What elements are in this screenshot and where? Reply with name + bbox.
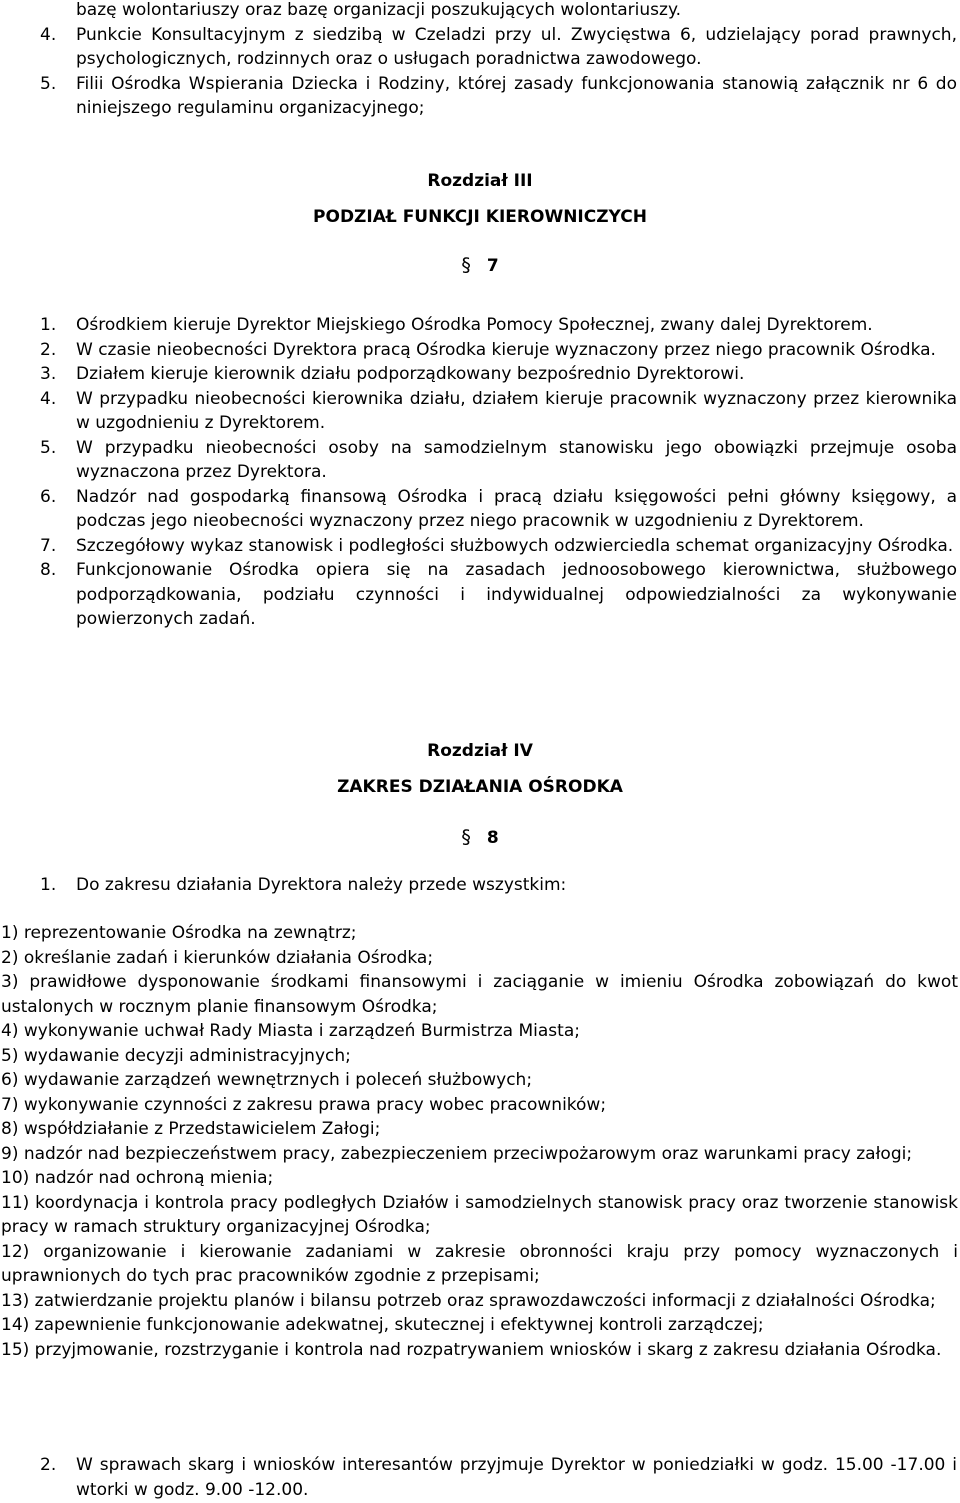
list-item-number: 6. (40, 486, 57, 507)
duty-item: 7) wykonywanie czynności z zakresu prawa pracy wobec pracowników; (1, 1094, 607, 1115)
list-item (0, 362, 960, 387)
duty-item: 9) nadzór nad bezpieczeństwem pracy, zabezpieczeniem przeciwpożarowym oraz warunkami pracy załogi; (1, 1143, 913, 1164)
chapter-title: PODZIAŁ FUNKCJI KIEROWNICZYCH (313, 207, 647, 227)
chapter3-list (0, 313, 960, 632)
list-item-number: 8. (40, 560, 57, 580)
duty-item: 12) organizowanie i kierowanie zadaniami w zakresie obronności kraju przy pomocy wyznaczonych i uprawnionych do tych prac pracowników zgodnie z przepisami; (1, 1241, 958, 1286)
list-item-text: Filii Ośrodka Wspierania Dziecka i Rodziny, której zasady funkcjonowania stanowią załącznik nr 6 do niniejszego regulaminu organizacyjnego; (76, 73, 957, 118)
duty-item: 6) wydawanie zarządzeń wewnętrznych i poleceń służbowych; (1, 1070, 533, 1090)
list-item-number: 4. (40, 388, 57, 409)
list-item (0, 72, 960, 121)
final-item-block (0, 1453, 960, 1502)
duty-item: 14) zapewnienie funkcjonowanie adekwatnej, skutecznej i efektywnej kontroli zarządczej; (1, 1315, 764, 1335)
paragraph-number: 7 (486, 256, 499, 276)
list-item (0, 485, 960, 534)
section-sign-icon: § (461, 826, 471, 848)
list-item-text: W czasie nieobecności Dyrektora pracą Ośrodka kieruje wyznaczony przez niego pracownik Ośrodka. (76, 339, 936, 360)
list-item (0, 534, 960, 559)
section-sign-icon: § (461, 254, 471, 276)
chapter-heading: Rozdział IV (427, 741, 533, 761)
duty-item: 3) prawidłowe dysponowanie środkami finansowymi i zaciąganie w imieniu Ośrodka zobowiązań do kwot ustalonych w rocznym planie finansowym Ośrodka; (1, 972, 958, 1017)
list-item-number: 1. (40, 875, 57, 895)
duties-list (0, 921, 960, 1362)
list-item (0, 1453, 960, 1502)
duty-item: 2) określanie zadań i kierunków działania Ośrodka; (1, 947, 434, 968)
list-item (0, 0, 960, 23)
top-list (0, 0, 960, 121)
paragraph-number: 8 (486, 828, 499, 848)
list-item-number: 4. (40, 24, 57, 45)
paragraph-mark (0, 253, 960, 279)
list-item (0, 338, 960, 363)
duty-item: 11) koordynacja i kontrola pracy podległych Działów i samodzielnych stanowisk pracy oraz tworzenie stanowisk pracy w ramach struktury organizacyjnej Ośrodka; (1, 1192, 958, 1237)
list-item-text: Działem kieruje kierownik działu podporządkowany bezpośrednio Dyrektorowi. (76, 364, 745, 384)
intro-line (0, 873, 960, 898)
list-item-text: bazę wolontariuszy oraz bazę organizacji poszukujących wolontariuszy. (76, 0, 681, 20)
list-item-text: Ośrodkiem kieruje Dyrektor Miejskiego Ośrodka Pomocy Społecznej, zwany dalej Dyrektorem. (76, 315, 873, 335)
list-item (0, 387, 960, 436)
list-item (0, 873, 960, 898)
list-item-text: Szczegółowy wykaz stanowisk i podległości służbowych odzwierciedla schemat organizacyjny Ośrodka. (76, 535, 954, 556)
list-item-text: Nadzór nad gospodarką finansową Ośrodka i pracą działu księgowości pełni główny księgowy, a podczas jego nieobecności wyznaczony przez niego pracownik w uzgodnieniu z Dyrektorem. (76, 486, 957, 531)
list-item (0, 558, 960, 632)
list-item-number: 1. (40, 315, 57, 335)
list-item-number: 5. (40, 73, 57, 94)
list-item-text: W sprawach skarg i wniosków interesantów przyjmuje Dyrektor w poniedziałki w godz. 15.00 -17.00 i wtorki w godz. 9.00 -12.00. (76, 1455, 957, 1500)
list-item-text: Punkcie Konsultacyjnym z siedzibą w Czeladzi przy ul. Zwycięstwa 6, udzielający porad prawnych, psychologicznych, rodzinnych oraz o usługach poradnictwa zawodowego. (76, 24, 957, 69)
list-item (0, 23, 960, 72)
paragraph-mark (0, 825, 960, 851)
duty-item: 15) przyjmowanie, rozstrzyganie i kontrola nad rozpatrywaniem wniosków i skarg z zakresu działania Ośrodka. (1, 1339, 942, 1360)
list-item-text: Funkcjonowanie Ośrodka opiera się na zasadach jednoosobowego kierownictwa, służbowego podporządkowania, podziału czynności i indywidualnej odpowiedzialności za wykonywanie powierzonych zadań. (76, 560, 957, 629)
list-item-text: Do zakresu działania Dyrektora należy przede wszystkim: (76, 875, 567, 895)
list-item (0, 436, 960, 485)
list-item-number: 5. (40, 437, 57, 458)
list-item-number: 3. (40, 364, 57, 384)
list-item-number: 7. (40, 535, 57, 556)
chapter-title: ZAKRES DZIAŁANIA OŚRODKA (337, 777, 623, 797)
list-item-number: 2. (40, 1455, 57, 1475)
duty-item: 10) nadzór nad ochroną mienia; (1, 1168, 274, 1188)
list-item-text: W przypadku nieobecności kierownika działu, działem kieruje pracownik wyznaczony przez kierownika w uzgodnieniu z Dyrektorem. (76, 388, 957, 433)
list-item (0, 313, 960, 338)
duty-item: 13) zatwierdzanie projektu planów i bilansu potrzeb oraz sprawozdawczości informacji z działalności Ośrodka; (1, 1290, 936, 1311)
duty-item: 5) wydawanie decyzji administracyjnych; (1, 1045, 351, 1066)
chapter-heading: Rozdział III (427, 171, 533, 191)
list-item-number: 2. (40, 339, 57, 360)
list-item-text: W przypadku nieobecności osoby na samodzielnym stanowisku jego obowiązki przejmuje osoba wyznaczona przez Dyrektora. (76, 437, 957, 482)
duty-item: 4) wykonywanie uchwał Rady Miasta i zarządzeń Burmistrza Miasta; (1, 1021, 580, 1041)
duty-item: 8) współdziałanie z Przedstawicielem Załogi; (1, 1119, 381, 1139)
duty-item: 1) reprezentowanie Ośrodka na zewnątrz; (1, 923, 357, 943)
